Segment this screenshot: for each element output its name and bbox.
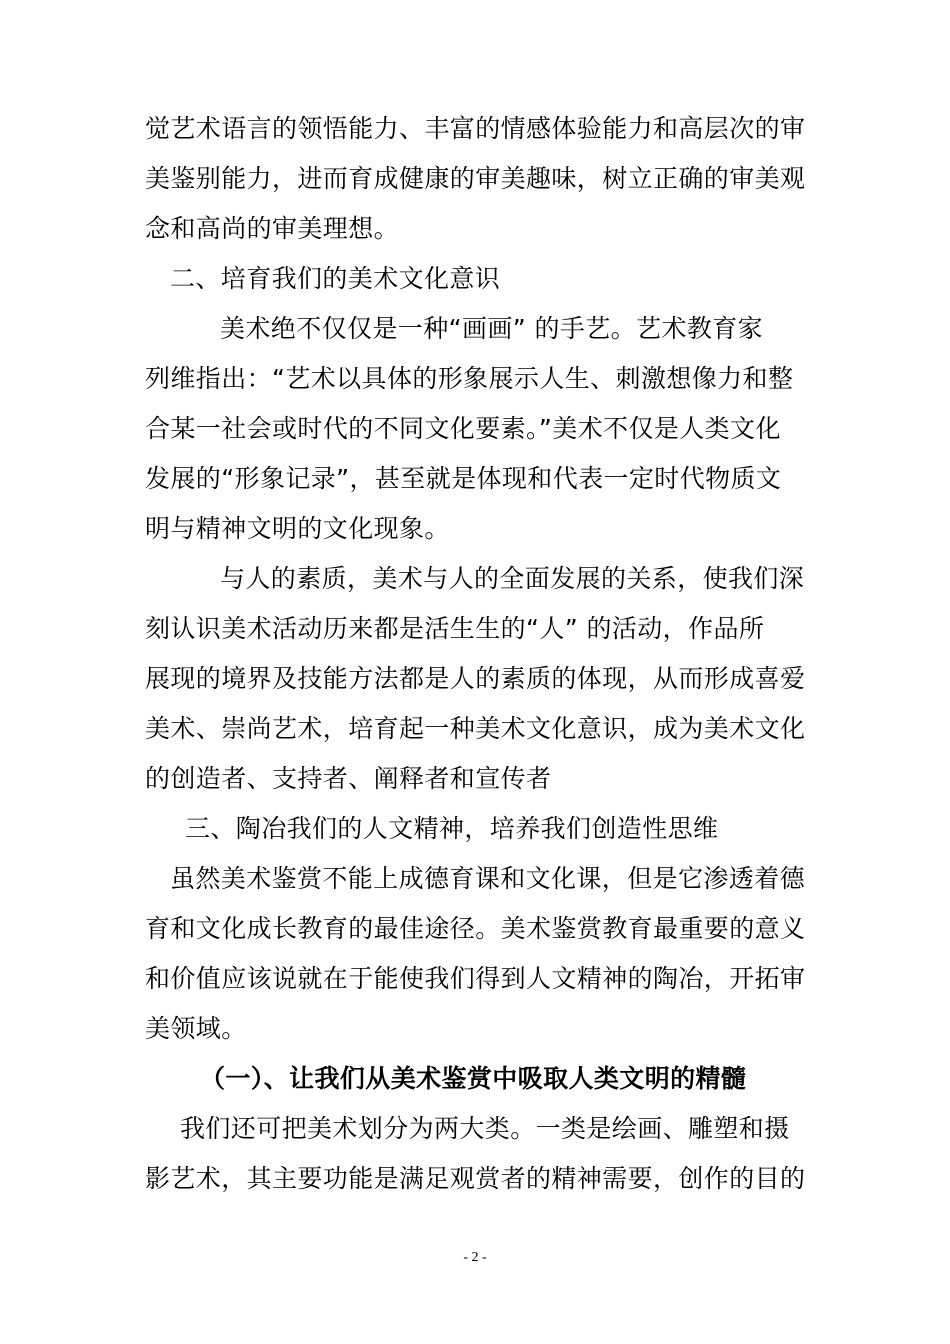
- paragraph-line: 觉艺术语言的领悟能力、丰富的情感体验能力和高层次的审: [145, 114, 806, 143]
- page-number: - 2 -: [463, 1250, 487, 1265]
- paragraph-line: 我们还可把美术划分为两大类。一类是绘画、雕塑和摄: [180, 1114, 790, 1143]
- paragraph-line: 的创造者、支持者、阐释者和宣传者: [145, 764, 552, 793]
- paragraph-line: 展现的境界及技能方法都是人的素质的体现，从而形成喜爱: [145, 664, 806, 693]
- paragraph-line: 发展的“形象记录”，甚至就是体现和代表一定时代物质文: [145, 464, 782, 493]
- paragraph-line: 影艺术，其主要功能是满足观赏者的精神需要，创作的目的: [145, 1164, 806, 1193]
- paragraph-line: 和价值应该说就在于能使我们得到人文精神的陶冶，开拓审: [145, 964, 806, 993]
- paragraph-line: 美鉴别能力，进而育成健康的审美趣味，树立正确的审美观: [145, 164, 806, 193]
- paragraph-line: 念和高尚的审美理想。: [145, 214, 400, 243]
- paragraph-line: 合某一社会或时代的不同文化要素。”美术不仅是人类文化: [145, 414, 781, 443]
- paragraph-line: 美领域。: [145, 1014, 247, 1043]
- paragraph-line: 虽然美术鉴赏不能上成德育课和文化课，但是它渗透着德: [170, 864, 806, 893]
- paragraph-line: 列维指出：“艺术以具体的形象展示人生、刺激想像力和整: [145, 364, 794, 393]
- paragraph-line: 美术、崇尚艺术，培育起一种美术文化意识，成为美术文化: [145, 714, 806, 743]
- paragraph-line: 刻认识美术活动历来都是活生生的“人” 的活动，作品所: [145, 614, 765, 643]
- paragraph-line: 明与精神文明的文化现象。: [145, 514, 450, 543]
- paragraph-line: 育和文化成长教育的最佳途径。美术鉴赏教育最重要的意义: [145, 914, 806, 943]
- paragraph-line: 与人的素质，美术与人的全面发展的关系，使我们深: [220, 564, 805, 593]
- subsection-heading: （一）、让我们从美术鉴赏中吸取人类文明的精髓: [200, 1064, 747, 1093]
- section-heading: 三、陶冶我们的人文精神，培养我们创造性思维: [185, 814, 719, 843]
- section-heading: 二、培育我们的美术文化意识: [170, 264, 501, 293]
- paragraph-line: 美术绝不仅仅是一种“画画” 的手艺。艺术教育家: [220, 314, 764, 343]
